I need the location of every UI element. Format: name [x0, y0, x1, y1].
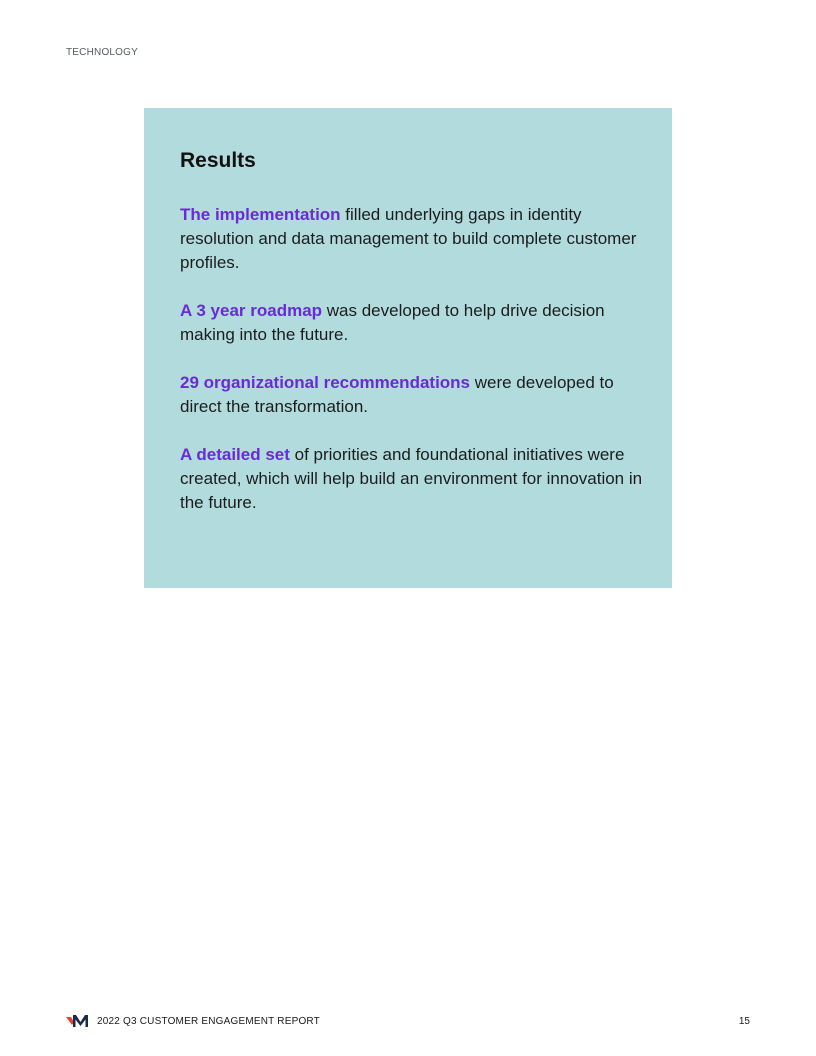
- result-item: [180, 203, 648, 275]
- section-label: TECHNOLOGY: [66, 47, 139, 58]
- m-brand-logo-icon: [66, 1013, 90, 1029]
- result-highlight: A detailed set: [180, 445, 290, 464]
- result-text: were developed to direct the transformation.: [180, 373, 614, 416]
- result-highlight: A 3 year roadmap: [180, 301, 323, 320]
- results-box: [144, 108, 672, 588]
- result-highlight: 29 organizational recommendations: [180, 373, 471, 392]
- page-number: 15: [738, 1015, 750, 1027]
- result-item: [180, 371, 648, 419]
- result-item: [180, 443, 648, 515]
- result-text: of priorities and foundational initiatives were created, which will help build an environment for innovation in the future.: [180, 445, 643, 512]
- result-text: filled underlying gaps in identity resolution and data management to build complete customer profiles.: [180, 205, 637, 272]
- page-footer: [66, 1011, 750, 1031]
- result-item: [180, 299, 648, 347]
- result-highlight: The implementation: [180, 205, 341, 224]
- report-title: 2022 Q3 CUSTOMER ENGAGEMENT REPORT: [97, 1015, 320, 1027]
- results-title: Results: [180, 149, 256, 172]
- result-text: was developed to help drive decision making into the future.: [180, 301, 605, 344]
